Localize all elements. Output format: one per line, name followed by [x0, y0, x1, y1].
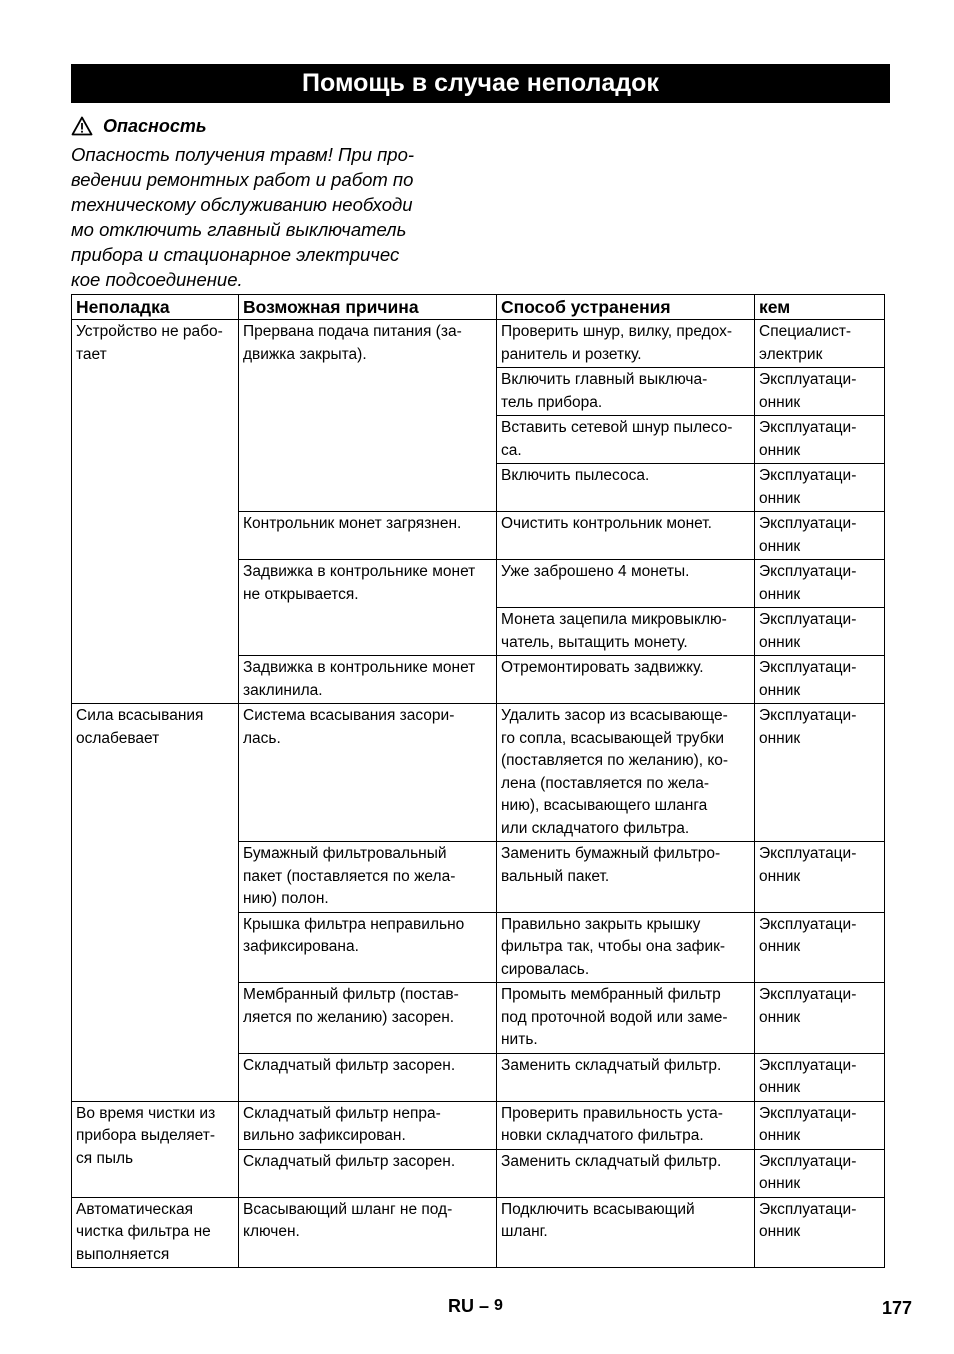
by-cell: Эксплуатаци- онник: [755, 368, 885, 416]
danger-text: Опасность получения травм! При про- ведении ремонтных работ и работ по техническому обслуживанию необходи мо отключить главный выключатель прибора и стационарное электричес кое подсоединение.: [71, 144, 415, 290]
remedy-cell: Проверить шнур, вилку, предох- ранитель и розетку.: [497, 320, 755, 368]
table-row: [72, 1197, 885, 1268]
remedy-cell: Монета зацепила микровыклю- чатель, вытащить монету.: [497, 608, 755, 656]
page-number: 177: [881, 1298, 912, 1318]
fault-cell: Автоматическая чистка фильтра не выполняется: [72, 1197, 239, 1268]
remedy-cell: Отремонтировать задвижку.: [497, 656, 755, 704]
table-row: [72, 1101, 885, 1149]
remedy-cell: Очистить контрольник монет.: [497, 512, 755, 560]
by-cell: Эксплуатаци- онник: [755, 912, 885, 983]
remedy-cell: Заменить складчатый фильтр.: [497, 1053, 755, 1101]
fault-cell: Во время чистки из прибора выделяет- ся пыль: [72, 1101, 239, 1197]
danger-title: Опасность: [103, 115, 207, 136]
by-cell: Эксплуатаци- онник: [755, 416, 885, 464]
remedy-cell: Заменить складчатый фильтр.: [497, 1149, 755, 1197]
cause-cell: Система всасывания засори- лась.: [239, 704, 497, 842]
remedy-cell: Промыть мембранный фильтр под проточной водой или заме- нить.: [497, 983, 755, 1054]
by-cell: Эксплуатаци- онник: [755, 704, 885, 842]
table-header-row: [72, 295, 885, 320]
troubleshooting-table: [71, 294, 885, 1268]
table-row: [72, 704, 885, 842]
cause-cell: Контрольник монет загрязнен.: [239, 512, 497, 560]
by-cell: Эксплуатаци- онник: [755, 608, 885, 656]
by-cell: Эксплуатаци- онник: [755, 1053, 885, 1101]
by-cell: Эксплуатаци- онник: [755, 1149, 885, 1197]
fault-cell: Устройство не рабо- тает: [72, 320, 239, 704]
header-remedy: Способ устранения: [497, 295, 755, 320]
cause-cell: Складчатый фильтр непра- вильно зафиксирован.: [239, 1101, 497, 1149]
by-cell: Эксплуатаци- онник: [755, 512, 885, 560]
by-cell: Эксплуатаци- онник: [755, 983, 885, 1054]
footer-section-page: 9: [494, 1297, 503, 1314]
cause-cell: Прервана подача питания (за- движка закрыта).: [239, 320, 497, 512]
by-cell: Эксплуатаци- онник: [755, 1101, 885, 1149]
fault-cell: Сила всасывания ослабевает: [72, 704, 239, 1102]
remedy-cell: Удалить засор из всасывающе- го сопла, всасывающей трубки (поставляется по желанию), ко- лена (поставляется по жела- нию), всасывающего шланга или складчатого фильтра.: [497, 704, 755, 842]
footer-lang: RU –: [448, 1296, 490, 1316]
by-cell: Эксплуатаци- онник: [755, 464, 885, 512]
warning-triangle-icon: [71, 116, 93, 136]
remedy-cell: Вставить сетевой шнур пылесо- са.: [497, 416, 755, 464]
page-title: Помощь в случае неполадок: [71, 64, 890, 103]
cause-cell: Всасывающий шланг не под- ключен.: [239, 1197, 497, 1268]
remedy-cell: Заменить бумажный фильтро- вальный пакет.: [497, 842, 755, 913]
by-cell: Эксплуатаци- онник: [755, 1197, 885, 1268]
by-cell: Эксплуатаци- онник: [755, 842, 885, 913]
remedy-cell: Подключить всасывающий шланг.: [497, 1197, 755, 1268]
cause-cell: Крышка фильтра неправильно зафиксирована.: [239, 912, 497, 983]
footer-lang-page: [448, 1296, 503, 1317]
remedy-cell: Проверить правильность уста- новки складчатого фильтра.: [497, 1101, 755, 1149]
by-cell: Эксплуатаци- онник: [755, 560, 885, 608]
by-cell: Специалист- электрик: [755, 320, 885, 368]
cause-cell: Бумажный фильтровальный пакет (поставляется по жела- нию) полон.: [239, 842, 497, 913]
danger-header: [71, 113, 471, 139]
cause-cell: Мембранный фильтр (постав- ляется по желанию) засорен.: [239, 983, 497, 1054]
remedy-cell: Включить главный выключа- тель прибора.: [497, 368, 755, 416]
remedy-cell: Включить пылесоса.: [497, 464, 755, 512]
by-cell: Эксплуатаци- онник: [755, 656, 885, 704]
header-fault: Неполадка: [72, 295, 239, 320]
header-by: кем: [755, 295, 885, 320]
cause-cell: Задвижка в контрольнике монет не открывается.: [239, 560, 497, 656]
remedy-cell: Уже заброшено 4 монеты.: [497, 560, 755, 608]
table-row: [72, 320, 885, 368]
danger-notice: [71, 113, 471, 292]
cause-cell: Задвижка в контрольнике монет заклинила.: [239, 656, 497, 704]
cause-cell: Складчатый фильтр засорен.: [239, 1149, 497, 1197]
header-cause: Возможная причина: [239, 295, 497, 320]
cause-cell: Складчатый фильтр засорен.: [239, 1053, 497, 1101]
remedy-cell: Правильно закрыть крышку фильтра так, чтобы она зафик- сировалась.: [497, 912, 755, 983]
